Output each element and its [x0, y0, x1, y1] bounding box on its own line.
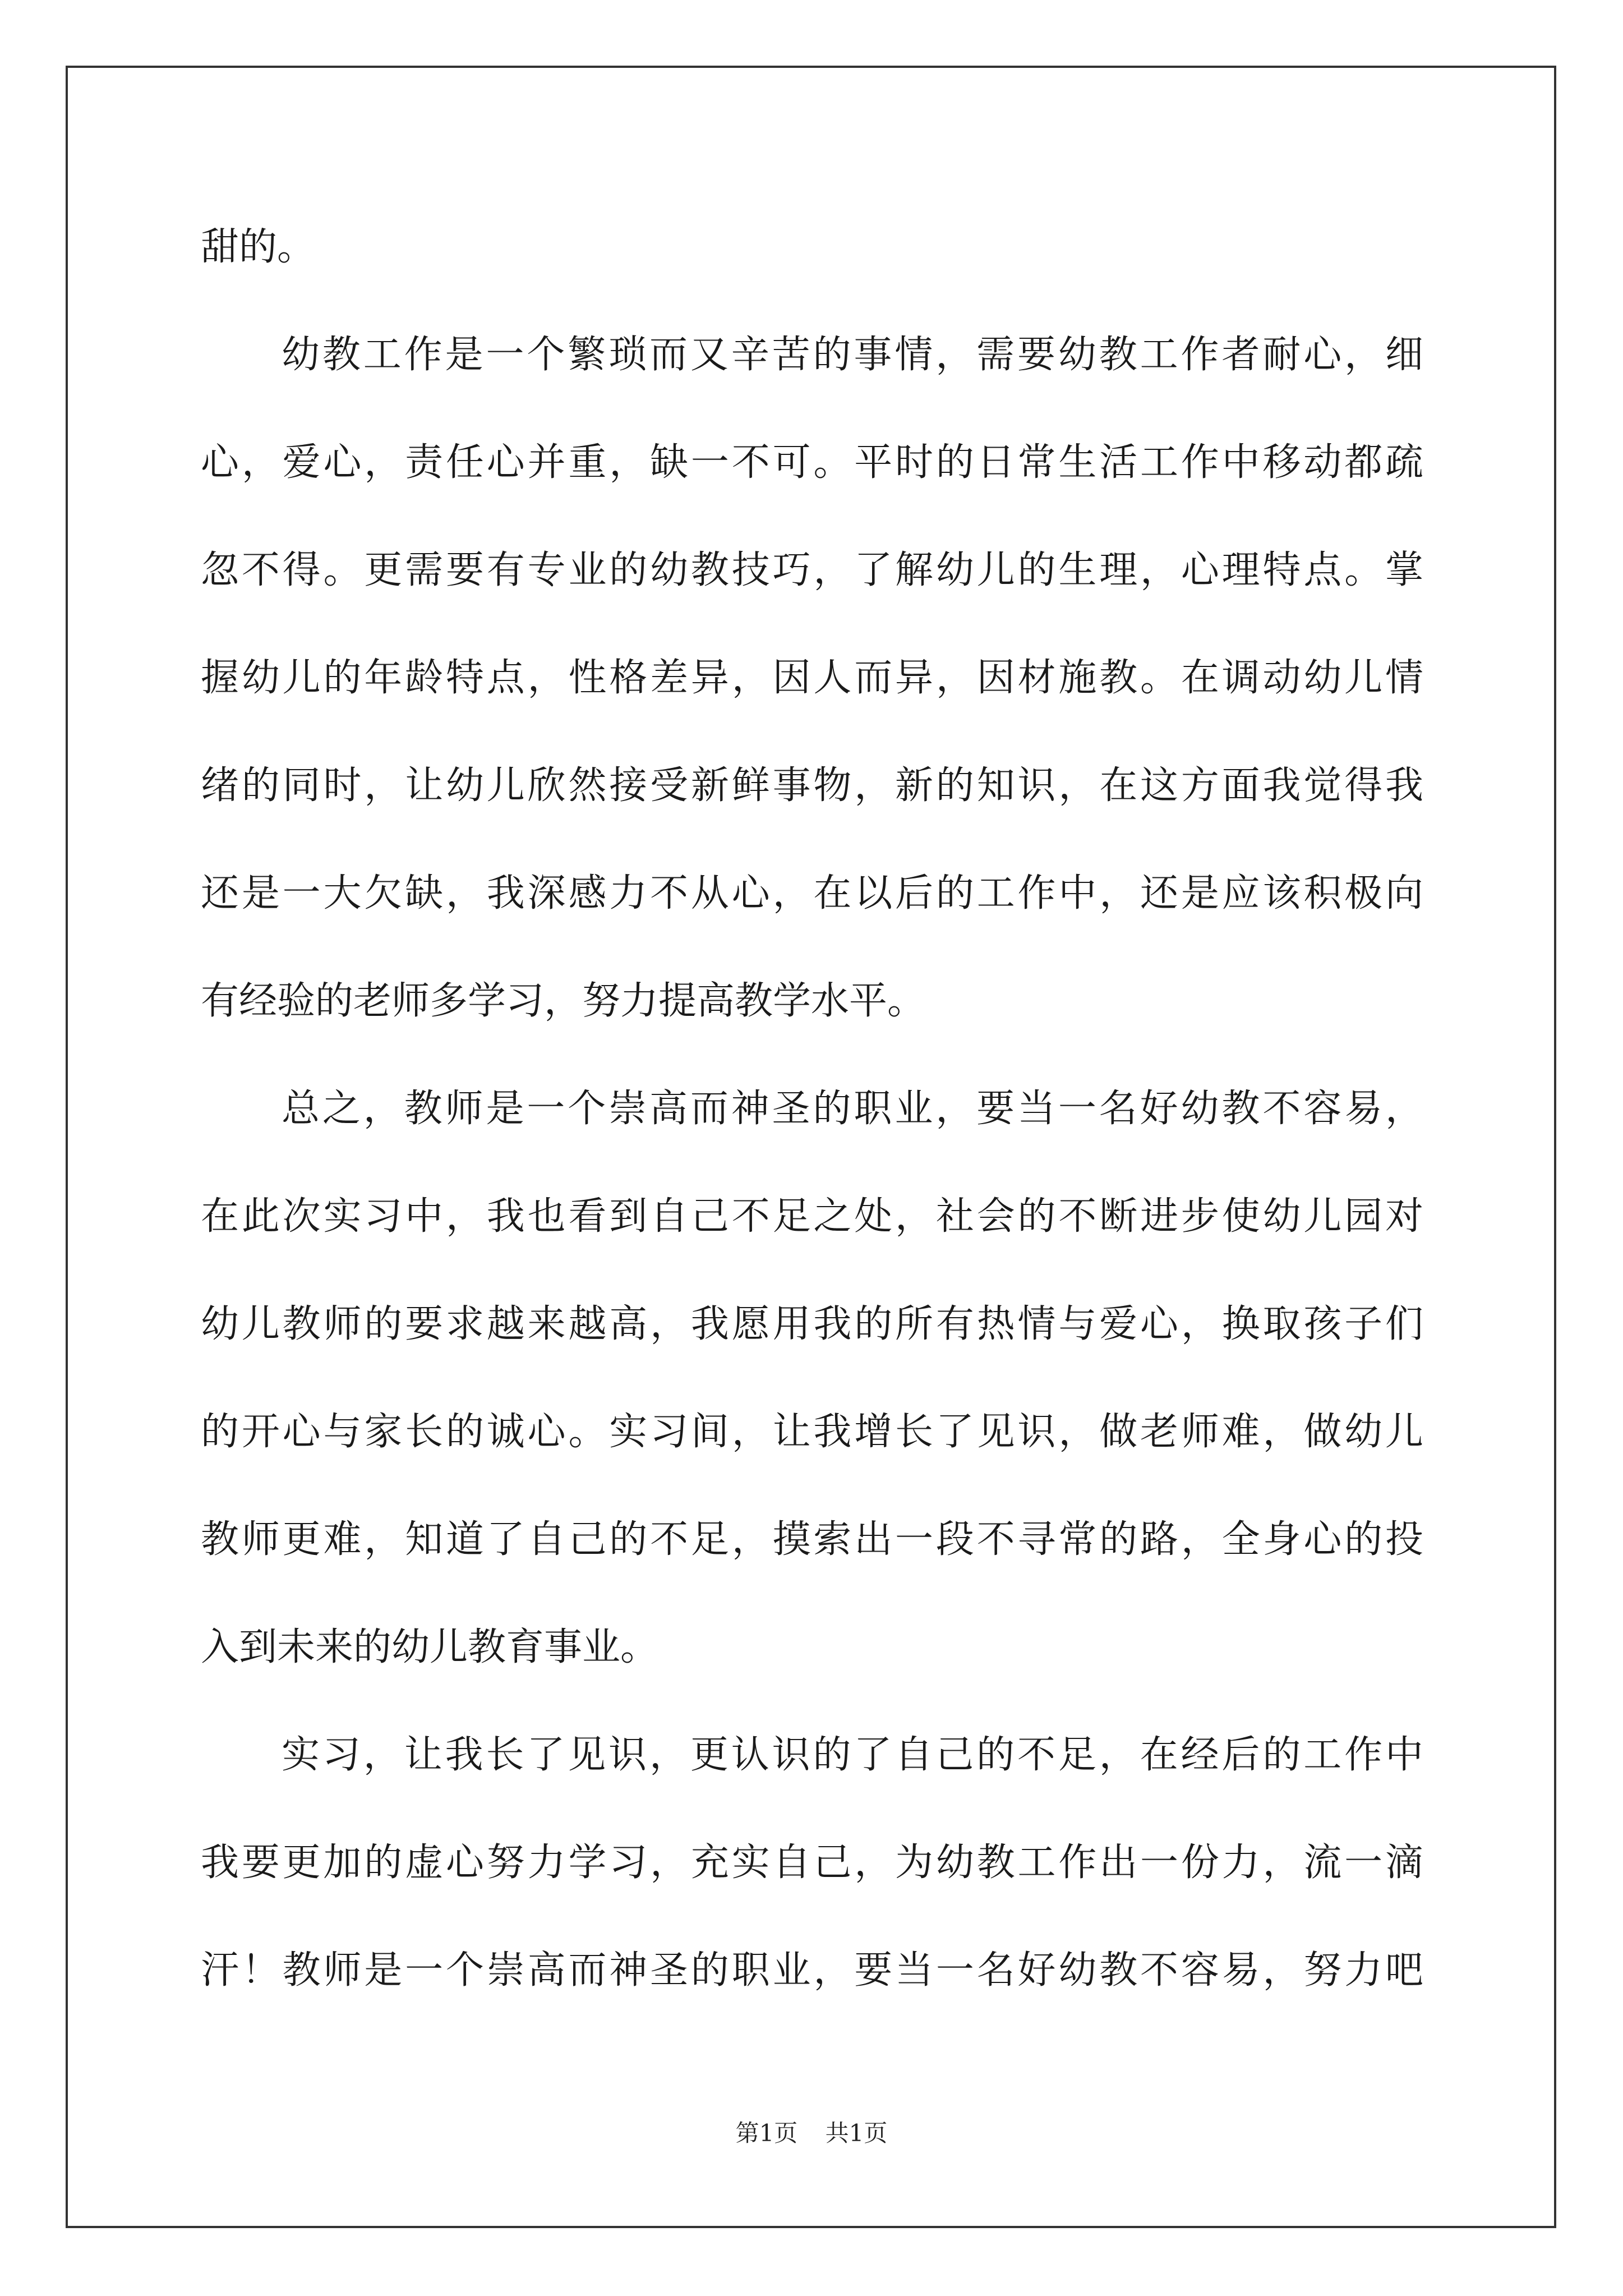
text-line: 甜的。 [201, 225, 316, 269]
text-line: 入到未来的幼儿教育事业。 [201, 1625, 659, 1669]
text-line: 总之，教师是一个崇高而神圣的职业，要当一名好幼教不容易， [282, 1087, 1423, 1131]
page-number-current: 第1页 [735, 2119, 798, 2147]
text-line: 幼儿教师的要求越来越高，我愿用我的所有热情与爱心，换取孩子们 [201, 1302, 1423, 1346]
text-line: 我要更加的虚心努力学习，充实自己，为幼教工作出一份力，流一滴 [201, 1841, 1423, 1885]
text-line: 实习，让我长了见识，更认识的了自己的不足，在经后的工作中 [282, 1733, 1423, 1777]
text-line: 的开心与家长的诚心。实习间，让我增长了见识，做老师难，做幼儿 [201, 1410, 1423, 1454]
document-body [201, 194, 1423, 2024]
text-line: 还是一大欠缺，我深感力不从心，在以后的工作中，还是应该积极向 [201, 871, 1423, 915]
text-line: 幼教工作是一个繁琐而又辛苦的事情，需要幼教工作者耐心，细 [282, 333, 1423, 377]
page-number-total: 共1页 [825, 2119, 888, 2147]
text-line: 心，爱心，责任心并重，缺一不可。平时的日常生活工作中移动都疏 [201, 440, 1423, 485]
text-line: 握幼儿的年龄特点，性格差异，因人而异，因材施教。在调动幼儿情 [201, 656, 1423, 700]
text-line: 忽不得。更需要有专业的幼教技巧，了解幼儿的生理，心理特点。掌 [201, 548, 1423, 592]
text-line: 汗！教师是一个崇高而神圣的职业，要当一名好幼教不容易，努力吧 [201, 1948, 1423, 1993]
text-line: 绪的同时，让幼儿欣然接受新鲜事物，新的知识，在这方面我觉得我 [201, 763, 1423, 808]
text-line: 有经验的老师多学习，努力提高教学水平。 [201, 979, 926, 1023]
page-footer [0, 2115, 1623, 2148]
text-line: 教师更难，知道了自己的不足，摸索出一段不寻常的路，全身心的投 [201, 1517, 1423, 1562]
text-line: 在此次实习中，我也看到自己不足之处，社会的不断进步使幼儿园对 [201, 1194, 1423, 1239]
